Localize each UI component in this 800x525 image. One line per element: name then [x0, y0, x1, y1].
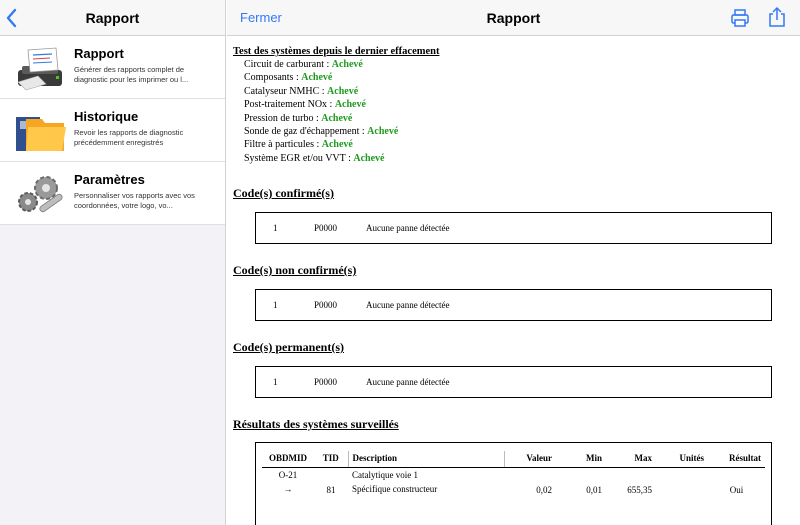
column-header: TID — [314, 451, 348, 468]
folder-icon — [12, 109, 68, 155]
table-row — [262, 468, 765, 498]
min-cell: 0,01 — [586, 485, 602, 495]
column-header: Description — [348, 451, 504, 468]
menu-item-rapport[interactable] — [0, 36, 225, 99]
units-cell — [656, 468, 708, 498]
menu-item-title: Historique — [74, 109, 139, 124]
code-number: 1 — [273, 300, 278, 310]
column-header: Valeur — [504, 451, 556, 468]
code-description: Aucune panne détectée — [366, 300, 450, 310]
printer-report-icon — [12, 46, 68, 92]
test-label: Catalyseur NMHC : — [244, 85, 328, 97]
test-status: Achevé — [353, 152, 385, 164]
test-status: Achevé — [367, 125, 399, 137]
main-nav-bar — [227, 0, 800, 36]
permanent-codes-title: Code(s) permanent(s) — [233, 340, 344, 354]
close-button[interactable]: Fermer — [240, 10, 282, 25]
test-row — [244, 112, 781, 125]
test-row — [244, 152, 781, 165]
code-number: 1 — [273, 377, 278, 387]
gears-wrench-icon — [12, 172, 68, 218]
unconfirmed-codes-box — [255, 289, 772, 321]
tests-list — [244, 58, 781, 165]
test-row — [244, 138, 781, 151]
test-status: Achevé — [301, 72, 333, 84]
tests-section-title: Test des systèmes depuis le dernier effacement — [233, 46, 440, 57]
test-status: Achevé — [331, 59, 363, 70]
tid-cell: 81 — [326, 485, 336, 495]
test-row — [244, 98, 781, 111]
test-status: Achevé — [321, 112, 353, 124]
description-cell — [348, 468, 504, 498]
test-label: Système EGR et/ou VVT : — [244, 152, 354, 164]
menu-item-parametres[interactable] — [0, 162, 225, 225]
confirmed-codes-box — [255, 212, 772, 244]
unconfirmed-codes-title: Code(s) non confirmé(s) — [233, 263, 357, 277]
table-header-row — [262, 451, 765, 468]
column-header: Min — [556, 451, 606, 468]
confirmed-codes-title: Code(s) confirmé(s) — [233, 186, 334, 200]
menu-item-title: Rapport — [74, 46, 124, 61]
column-header: OBDMID — [262, 451, 314, 468]
description-line-2: Spécifique constructeur — [352, 484, 438, 494]
menu-item-historique[interactable] — [0, 99, 225, 162]
sidebar-nav-bar — [0, 0, 225, 36]
report-pane — [227, 0, 800, 525]
code-id: P0000 — [314, 300, 338, 310]
obdmid-cell — [262, 468, 314, 498]
test-status: Achevé — [327, 85, 359, 97]
menu-item-description: Générer des rapports complet de diagnostic pour les imprimer ou l... — [74, 65, 189, 84]
code-description: Aucune panne détectée — [366, 377, 450, 387]
column-header: Max — [606, 451, 656, 468]
test-status: Achevé — [334, 99, 366, 111]
result-cell: Oui — [729, 485, 744, 495]
report-document — [233, 46, 781, 495]
code-id: P0000 — [314, 377, 338, 387]
menu-item-description: Revoir les rapports de diagnostic précédemment enregistrés — [74, 128, 184, 147]
share-icon[interactable] — [767, 6, 787, 28]
test-row — [244, 58, 781, 71]
test-row — [244, 71, 781, 84]
max-cell: 655,35 — [627, 485, 652, 495]
permanent-codes-box — [255, 366, 772, 398]
sidebar-title: Rapport — [85, 10, 140, 26]
test-label: Pression de turbo : — [244, 112, 322, 124]
value-cell: 0,02 — [536, 485, 552, 495]
print-icon[interactable] — [730, 8, 750, 28]
test-label: Filtre à particules : — [244, 139, 322, 151]
page-title: Rapport — [486, 10, 541, 26]
menu-item-title: Paramètres — [74, 172, 145, 187]
monitored-results-table — [262, 451, 765, 497]
code-id: P0000 — [314, 223, 338, 233]
monitored-results-title: Résultats des systèmes surveillés — [233, 417, 399, 431]
test-label: Sonde de gaz d'échappement : — [244, 125, 368, 137]
arrow-right-icon: → — [283, 484, 293, 494]
test-row — [244, 85, 781, 98]
sidebar — [0, 0, 226, 525]
test-label: Post-traitement NOx : — [244, 99, 335, 111]
monitored-results-box — [255, 442, 772, 525]
menu-list — [0, 36, 225, 225]
code-description: Aucune panne détectée — [366, 223, 450, 233]
test-status: Achevé — [321, 139, 353, 151]
column-header: Unités — [656, 451, 708, 468]
test-row — [244, 125, 781, 138]
obdmid-value: O-21 — [278, 470, 298, 480]
test-label: Composants : — [244, 72, 302, 84]
test-label: Circuit de carburant : — [244, 59, 332, 70]
code-number: 1 — [273, 223, 278, 233]
column-header: Résultat — [708, 451, 765, 468]
menu-item-description: Personnaliser vos rapports avec vos coordonnées, votre logo, vo... — [74, 191, 195, 210]
description-line-1: Catalytique voie 1 — [352, 470, 418, 480]
